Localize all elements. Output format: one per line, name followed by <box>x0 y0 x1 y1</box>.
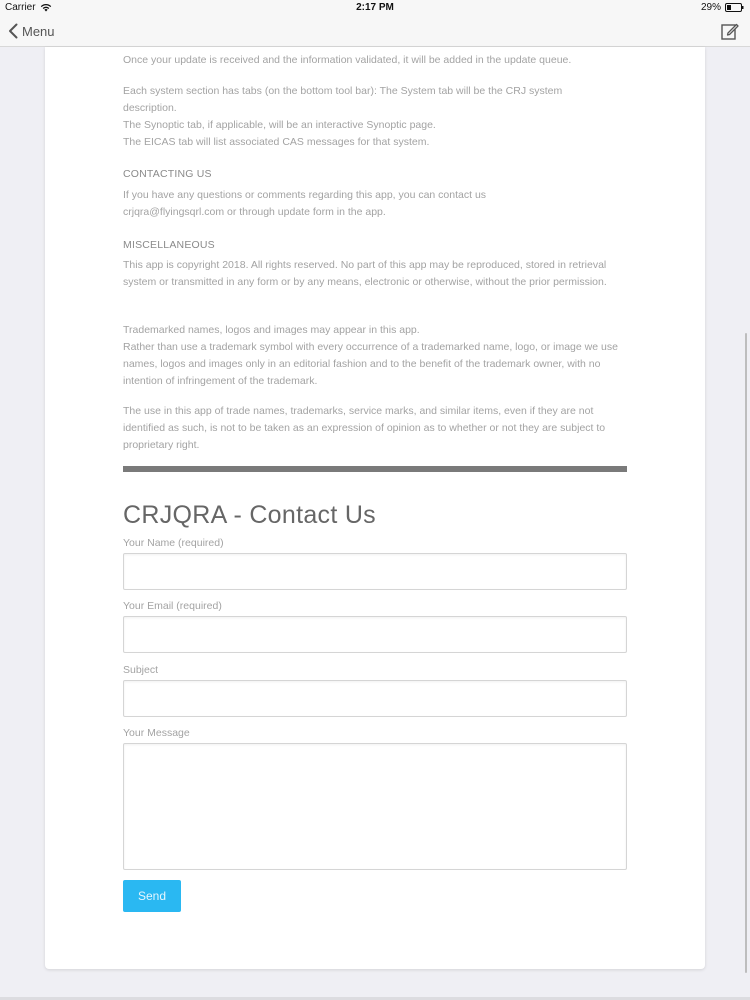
trademark-line-1: Trademarked names, logos and images may appear in this app. <box>123 324 420 336</box>
navigation-bar <box>0 16 750 47</box>
status-time: 2:17 PM <box>356 2 394 13</box>
chevron-left-icon <box>8 23 18 39</box>
name-label: Your Name (required) <box>123 537 224 549</box>
content-card <box>45 47 705 969</box>
trade-names-text: The use in this app of trade names, trademarks, service marks, and similar items, even if they are not identified as such, is not to be taken as an expression of opinion as to whether or not they are subject to proprietary right. <box>123 405 606 451</box>
message-textarea[interactable] <box>123 743 627 870</box>
miscellaneous-heading: MISCELLANEOUS <box>123 239 215 251</box>
form-title: CRJQRA - Contact Us <box>123 501 376 529</box>
status-right <box>701 2 744 13</box>
compose-icon[interactable] <box>720 21 740 41</box>
scroll-indicator[interactable] <box>745 333 747 973</box>
email-label: Your Email (required) <box>123 600 222 612</box>
trademark-paragraph <box>123 322 629 390</box>
tabs-line-system: Each system section has tabs (on the bottom tool bar): The System tab will be the CRJ system description. <box>123 85 563 114</box>
message-label: Your Message <box>123 727 190 739</box>
battery-percent: 29% <box>700 2 721 13</box>
trademark-line-2: Rather than use a trademark symbol with every occurrence of a trademarked name, logo, or image we use names, logos and images only in an editorial fashion and to the benefit of the trademark owner, with no intention of infringement of the trademark. <box>123 341 618 387</box>
status-bar <box>0 0 750 16</box>
battery-icon <box>725 3 744 12</box>
send-button[interactable]: Send <box>123 880 181 912</box>
contacting-heading: CONTACTING US <box>123 168 212 180</box>
subject-label: Subject <box>123 664 159 676</box>
tabs-line-eicas: The EICAS tab will list associated CAS messages for that system. <box>123 136 430 148</box>
cut-off-text <box>123 47 303 49</box>
tabs-paragraph <box>123 83 633 151</box>
back-button[interactable] <box>8 21 55 41</box>
back-button-label: Menu <box>22 23 55 39</box>
contacting-text: If you have any questions or comments regarding this app, you can contact us crjqra@flyingsqrl.com or through update form in the app. <box>123 189 487 218</box>
section-divider <box>123 466 627 472</box>
email-input[interactable] <box>123 616 627 653</box>
name-input[interactable] <box>123 553 627 590</box>
carrier-label: Carrier <box>5 2 36 13</box>
subject-input[interactable] <box>123 680 627 717</box>
copyright-text: This app is copyright 2018. All rights reserved. No part of this app may be reproduced, stored in retrieval system or transmitted in any form or by any means, electronic or otherwise, without the prior permission. <box>123 259 607 288</box>
update-queue-text: Once your update is received and the information validated, it will be added in the update queue. <box>123 54 572 66</box>
tabs-line-synoptic: The Synoptic tab, if applicable, will be an interactive Synoptic page. <box>123 119 436 131</box>
